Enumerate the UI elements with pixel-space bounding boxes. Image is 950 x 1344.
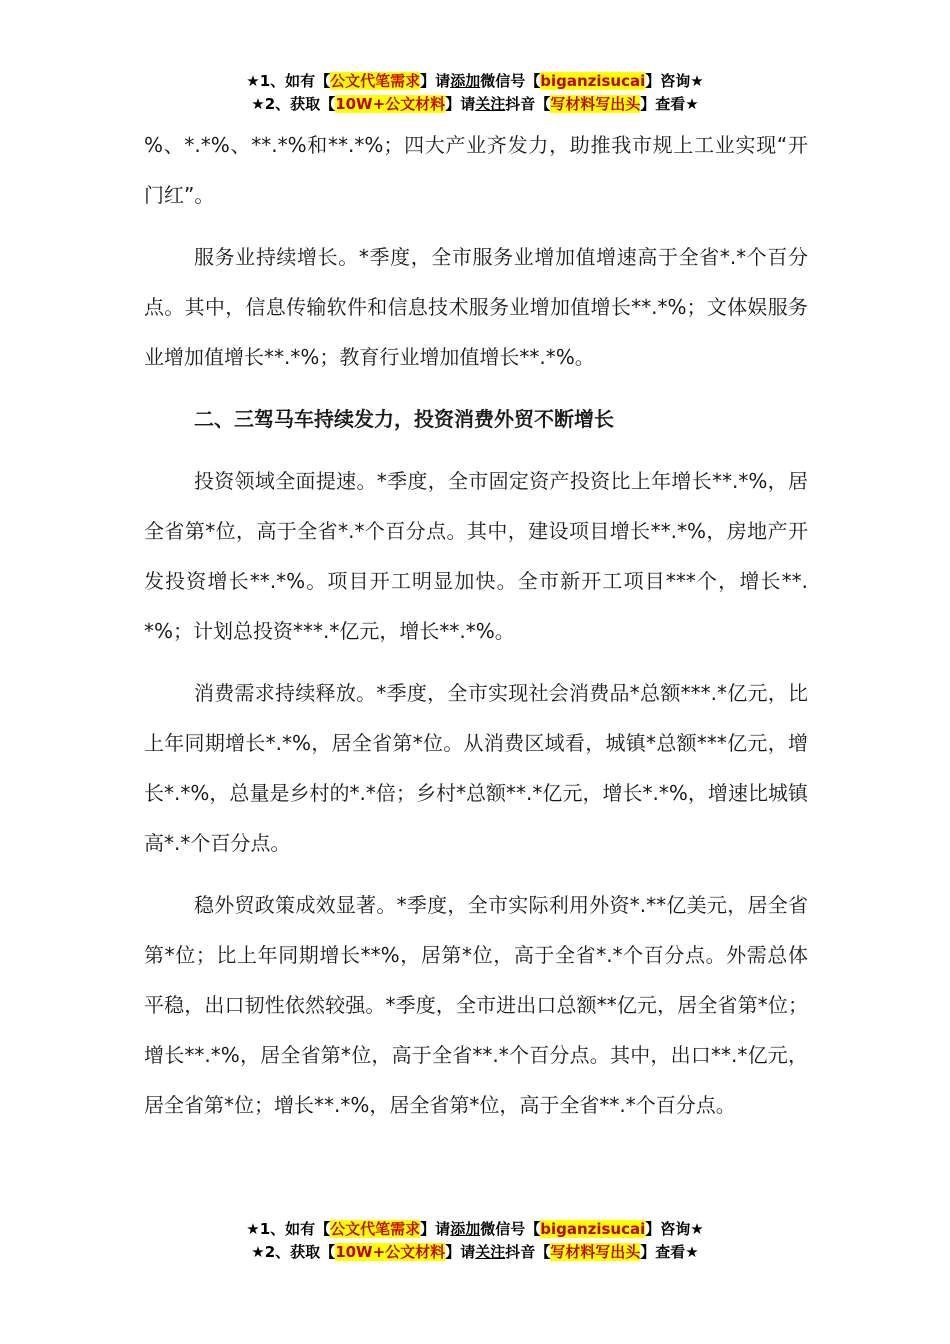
banner-text: 】请 [420,72,451,90]
paragraph-investment: 投资领域全面提速。*季度，全市固定资产投资比上年增长**.*%，居全省第*位，高于全省*.*个百分点。其中，建设项目增长**.*%，房地产开发投资增长**.*%。项目开工明显加快。全市新开工项目***个，增长**.*%；计划总投资***.*亿元，增长**.*%。 [144,469,808,643]
banner-text: ★1、如有【 [246,1220,331,1238]
top-banner [0,70,950,116]
banner-text: 】请 [445,95,476,113]
banner-text: 抖音【 [505,95,551,113]
banner-text: 微信号【 [480,72,541,90]
banner-text: 】查看★ [640,1243,699,1261]
banner-line-2 [0,93,950,116]
underline-follow: 关注 [475,95,506,113]
underline-add: 添加 [450,1220,481,1238]
banner-text: 】咨询★ [645,1220,704,1238]
paragraph-foreign-trade: 稳外贸政策成效显著。*季度，全市实际利用外资*.**亿美元，居全省第*位；比上年同期增长**%，居第*位，高于全省*.*个百分点。外需总体平稳，出口韧性依然较强。*季度，全市进出口总额**亿元，居全省第*位；增长**.*%，居全省第*位，高于全省**.*个百分点。其中，出口**.*亿元，居全省第*位；增长**.*%，居全省第*位，高于全省**.*个百分点。 [144,893,808,1117]
underline-add: 添加 [450,72,481,90]
banner-text: 抖音【 [505,1243,551,1261]
banner-line-1 [0,70,950,93]
banner-text: 微信号【 [480,1220,541,1238]
section-heading-2: 二、三驾马车持续发力，投资消费外贸不断增长 [194,407,614,431]
highlight-materials: 10W+公文材料 [335,1243,446,1261]
banner-text: 】咨询★ [645,72,704,90]
bottom-banner [0,1218,950,1264]
document-body [144,120,808,1130]
highlight-wechat-id[interactable]: biganzisucai [540,1220,646,1238]
highlight-service: 公文代笔需求 [330,72,421,90]
highlight-douyin-id[interactable]: 写材料写出头 [550,95,641,113]
banner-text: ★2、获取【 [251,1243,336,1261]
banner-text: 】查看★ [640,95,699,113]
highlight-douyin-id[interactable]: 写材料写出头 [550,1243,641,1261]
banner-line-1 [0,1218,950,1241]
banner-text: 】请 [420,1220,451,1238]
banner-text: ★1、如有【 [246,72,331,90]
banner-text: ★2、获取【 [251,95,336,113]
highlight-service: 公文代笔需求 [330,1220,421,1238]
paragraph-service-industry: 服务业持续增长。*季度，全市服务业增加值增速高于全省*.*个百分点。其中，信息传输软件和信息技术服务业增加值增长**.*%；文体娱服务业增加值增长**.*%；教育行业增加值增长**.*%。 [144,245,808,369]
underline-follow: 关注 [475,1243,506,1261]
highlight-wechat-id[interactable]: biganzisucai [540,72,646,90]
banner-line-2 [0,1241,950,1264]
paragraph-consumption: 消费需求持续释放。*季度，全市实现社会消费品*总额***.*亿元，比上年同期增长*.*%，居全省第*位。从消费区域看，城镇*总额***亿元，增长*.*%，总量是乡村的*.*倍；乡村*总额**.*亿元，增长*.*%，增速比城镇高*.*个百分点。 [144,681,808,855]
highlight-materials: 10W+公文材料 [335,95,446,113]
banner-text: 】请 [445,1243,476,1261]
paragraph-industry-tail: %、*.*%、**.*%和**.*%；四大产业齐发力，助推我市规上工业实现“开门红”。 [144,133,808,207]
